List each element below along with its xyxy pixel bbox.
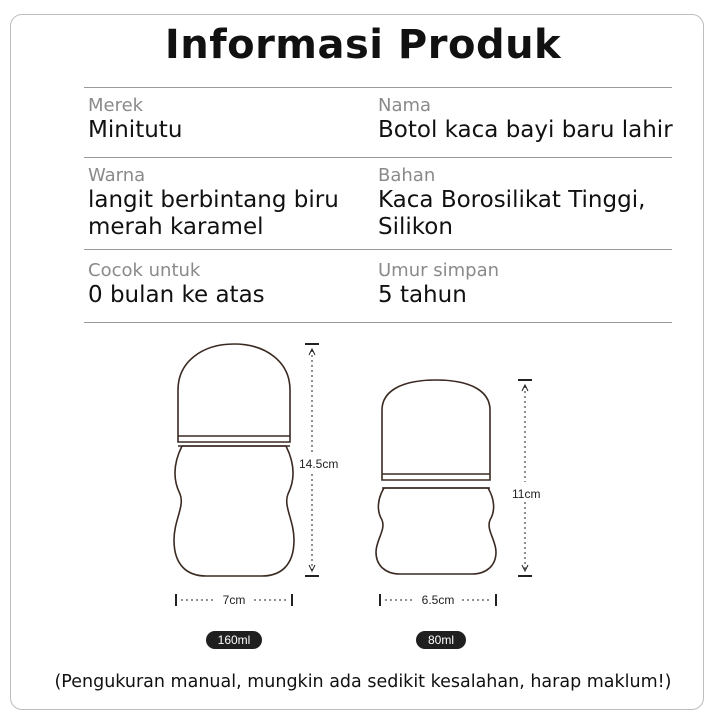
spec-brand bbox=[88, 95, 182, 144]
large-bottle-illustration bbox=[174, 344, 294, 576]
spec-value: 0 bulan ke atas bbox=[88, 282, 265, 308]
spec-label: Umur simpan bbox=[378, 260, 500, 281]
spec-value: 5 tahun bbox=[378, 282, 467, 308]
bottle-diagram bbox=[0, 330, 726, 630]
divider bbox=[84, 322, 672, 323]
spec-value: langit berbintang biru bbox=[88, 187, 339, 213]
spec-name bbox=[378, 95, 673, 144]
volume-badge-small: 80ml bbox=[416, 631, 466, 649]
large-height-label: 14.5cm bbox=[299, 457, 339, 471]
small-height-dimension bbox=[518, 380, 532, 576]
spec-value: Minitutu bbox=[88, 117, 183, 143]
spec-label: Warna bbox=[88, 165, 146, 186]
spec-label: Cocok untuk bbox=[88, 260, 201, 281]
spec-label: Bahan bbox=[378, 165, 436, 186]
spec-suitable bbox=[88, 260, 265, 309]
small-height-label: 11cm bbox=[512, 487, 541, 501]
small-bottle-illustration bbox=[376, 380, 496, 574]
disclaimer-note: (Pengukuran manual, mungkin ada sedikit kesalahan, harap maklum!) bbox=[54, 672, 672, 692]
divider bbox=[84, 87, 672, 88]
spec-value: Silikon bbox=[378, 214, 453, 240]
spec-color bbox=[88, 165, 339, 241]
page-title: Informasi Produk bbox=[164, 22, 562, 68]
spec-value: Botol kaca bayi baru lahir bbox=[378, 117, 673, 143]
spec-material bbox=[378, 165, 645, 241]
divider bbox=[84, 249, 672, 250]
spec-shelf-life bbox=[378, 260, 499, 309]
small-width-label: 6.5cm bbox=[421, 593, 455, 607]
divider bbox=[84, 157, 672, 158]
spec-label: Merek bbox=[88, 95, 144, 116]
spec-value: merah karamel bbox=[88, 214, 264, 240]
spec-label: Nama bbox=[378, 95, 432, 116]
volume-badge-large: 160ml bbox=[206, 631, 262, 649]
large-width-label: 7cm bbox=[222, 593, 246, 607]
spec-value: Kaca Borosilikat Tinggi, bbox=[378, 187, 646, 213]
